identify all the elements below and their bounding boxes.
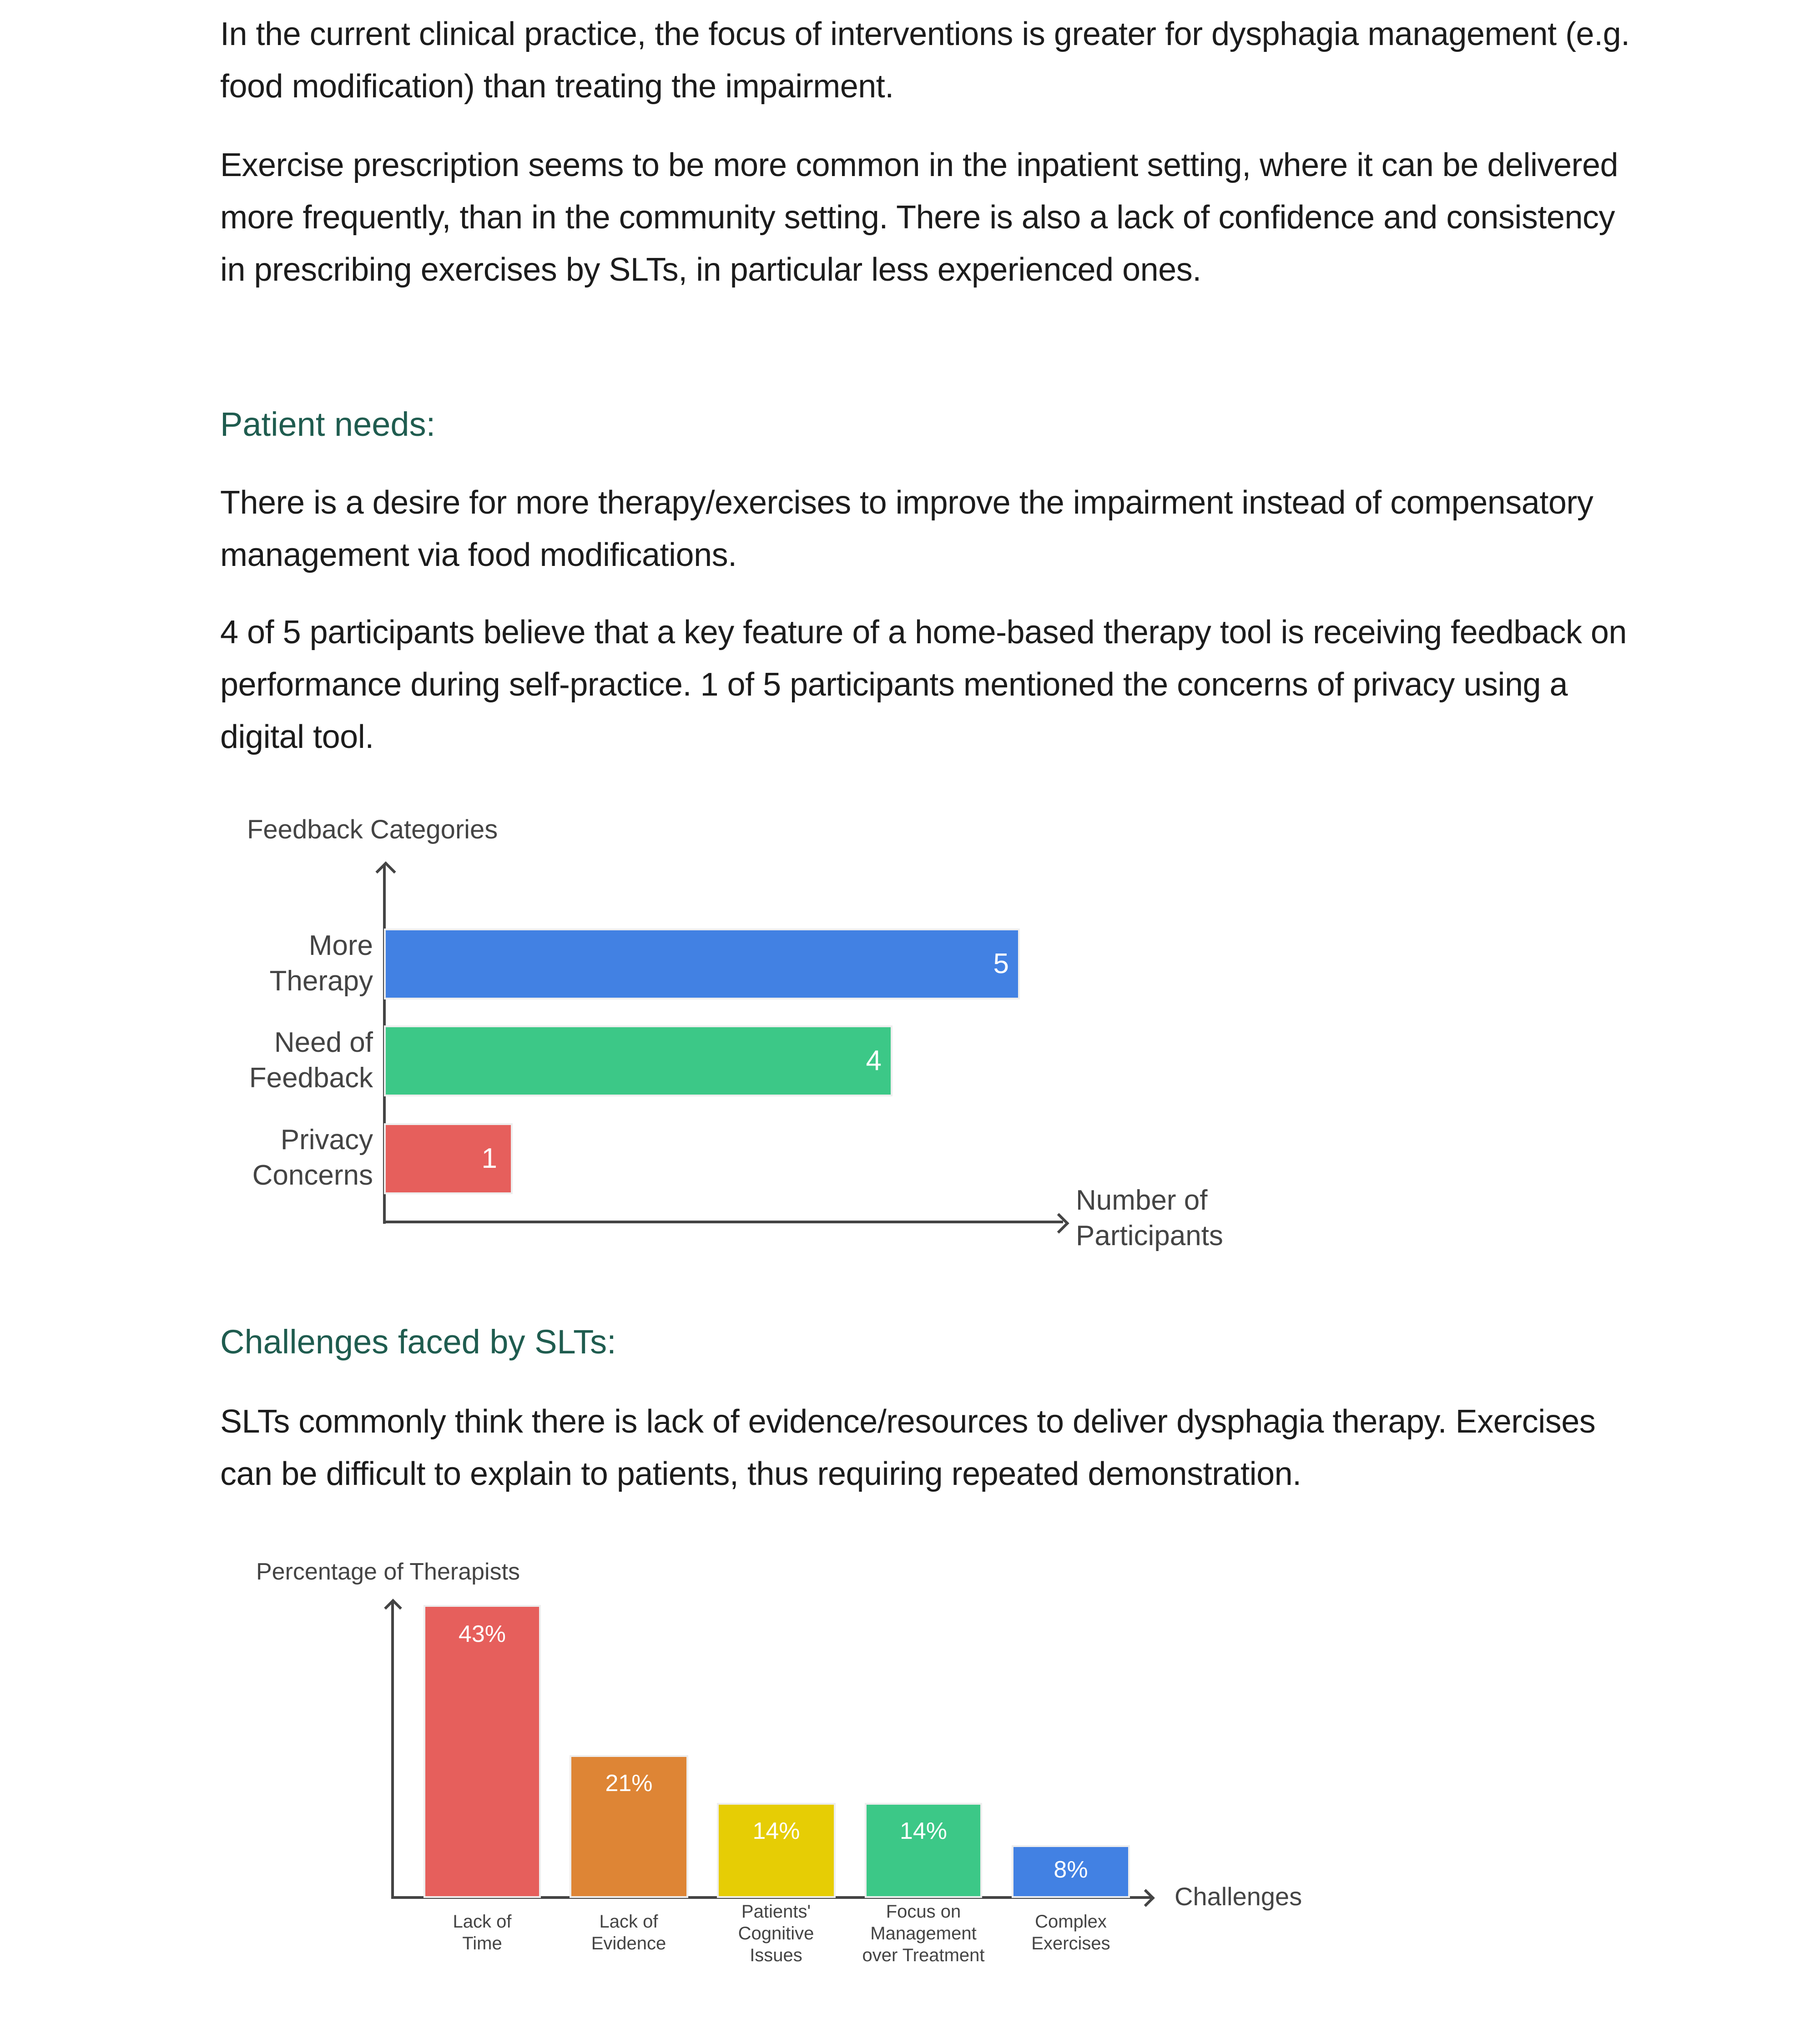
category-label-line: Focus on	[886, 1902, 961, 1922]
category-label-line: More	[308, 930, 373, 961]
chart1-x-axis-label	[1076, 1183, 1223, 1254]
paragraph-clinical-practice: In the current clinical practice, the focus of interventions is greater for dysphagia management (e.g. food modification) than treating the impairment.	[220, 16, 1630, 105]
category-label-line: Lack of	[453, 1912, 512, 1932]
chart1-bar-need-of-feedback	[386, 1027, 891, 1095]
category-label-line: Complex	[1035, 1912, 1107, 1932]
chart1-category-label-need-of-feedback	[218, 1025, 373, 1096]
category-label-line: Management	[870, 1923, 977, 1943]
bar-value-label: 14%	[899, 1818, 948, 1844]
bar-value-label: 5	[993, 948, 1009, 979]
chart1-category-label-more-therapy	[218, 928, 373, 999]
chart2-x-axis-arrow-icon	[1137, 1889, 1155, 1907]
category-label-line: Privacy	[280, 1124, 373, 1156]
heading-patient-needs: Patient needs:	[220, 405, 436, 443]
category-label-line: Issues	[750, 1945, 802, 1965]
category-label-line: Lack of	[599, 1912, 658, 1932]
category-label-line: Evidence	[591, 1933, 666, 1953]
chart1-x-axis-label-line1: Number of	[1076, 1185, 1208, 1216]
chart2-category-label-patients-cognitive-issues	[703, 1901, 849, 1966]
bar-value-label: 43%	[458, 1621, 506, 1647]
bar-value-label: 21%	[605, 1770, 653, 1797]
chart1-x-axis-arrow-icon	[1049, 1213, 1069, 1233]
bar-value-label: 1	[481, 1143, 497, 1174]
category-label-line: Concerns	[252, 1160, 373, 1191]
category-label-line: Exercises	[1031, 1933, 1110, 1953]
chart2-bar-lack-of-evidence	[571, 1757, 686, 1896]
chart1-category-label-privacy-concerns	[218, 1122, 373, 1193]
chart2-category-label-lack-of-time	[409, 1911, 555, 1954]
chart2-bar-focus-on-management	[867, 1805, 980, 1896]
category-label-line: Need of	[274, 1027, 373, 1058]
chart2-y-axis-arrow-icon	[384, 1599, 402, 1617]
category-label-line: Time	[462, 1933, 502, 1953]
chart1-bar-more-therapy	[386, 930, 1018, 998]
chart2-bar-lack-of-time	[425, 1607, 539, 1896]
chart2-category-label-complex-exercises	[998, 1911, 1144, 1954]
paragraph-desire-therapy: There is a desire for more therapy/exercises to improve the impairment instead of compensatory management via food modifications.	[220, 485, 1593, 573]
chart1-x-axis	[383, 1221, 1063, 1223]
chart2-x-axis	[391, 1896, 1151, 1899]
chart1-y-axis-arrow-icon	[375, 861, 396, 882]
paragraph-feedback-participants: 4 of 5 participants believe that a key feature of a home-based therapy tool is receiving feedback on performance during self-practice. 1 of 5 participants mentioned the concerns of privacy using a digital tool.	[220, 614, 1627, 755]
heading-challenges-faced-by-slts: Challenges faced by SLTs:	[220, 1323, 616, 1361]
bar-value-label: 4	[866, 1045, 882, 1076]
chart2-y-axis	[391, 1601, 394, 1899]
chart2-x-axis-label: Challenges	[1175, 1882, 1302, 1911]
chart1-x-axis-label-line2: Participants	[1076, 1220, 1223, 1252]
chart2-bar-complex-exercises	[1013, 1847, 1128, 1896]
chart1-bar-privacy-concerns	[386, 1125, 511, 1192]
category-label-line: Cognitive	[738, 1923, 814, 1943]
category-label-line: Patients'	[741, 1902, 811, 1922]
bar-value-label: 14%	[752, 1818, 800, 1844]
chart2-y-axis-title: Percentage of Therapists	[256, 1559, 520, 1585]
category-label-line: over Treatment	[862, 1945, 985, 1965]
chart2-category-label-lack-of-evidence	[556, 1911, 701, 1954]
category-label-line: Therapy	[269, 965, 373, 997]
chart2-category-label-focus-on-management	[851, 1901, 996, 1966]
chart2-bar-patients-cognitive-issues	[719, 1805, 834, 1896]
paragraph-exercise-prescription: Exercise prescription seems to be more common in the inpatient setting, where it can be delivered more frequently, than in the community setting. There is also a lack of confidence and consistency in prescribing exercises by SLTs, in particular less experienced ones.	[220, 147, 1618, 288]
bar-value-label: 8%	[1054, 1857, 1088, 1883]
paragraph-slt-challenges: SLTs commonly think there is lack of evidence/resources to deliver dysphagia therapy. Exercises can be difficult to explain to patients, thus requiring repeated demonstration.	[220, 1403, 1596, 1492]
chart1-y-axis-title: Feedback Categories	[247, 815, 498, 844]
category-label-line: Feedback	[249, 1062, 373, 1094]
